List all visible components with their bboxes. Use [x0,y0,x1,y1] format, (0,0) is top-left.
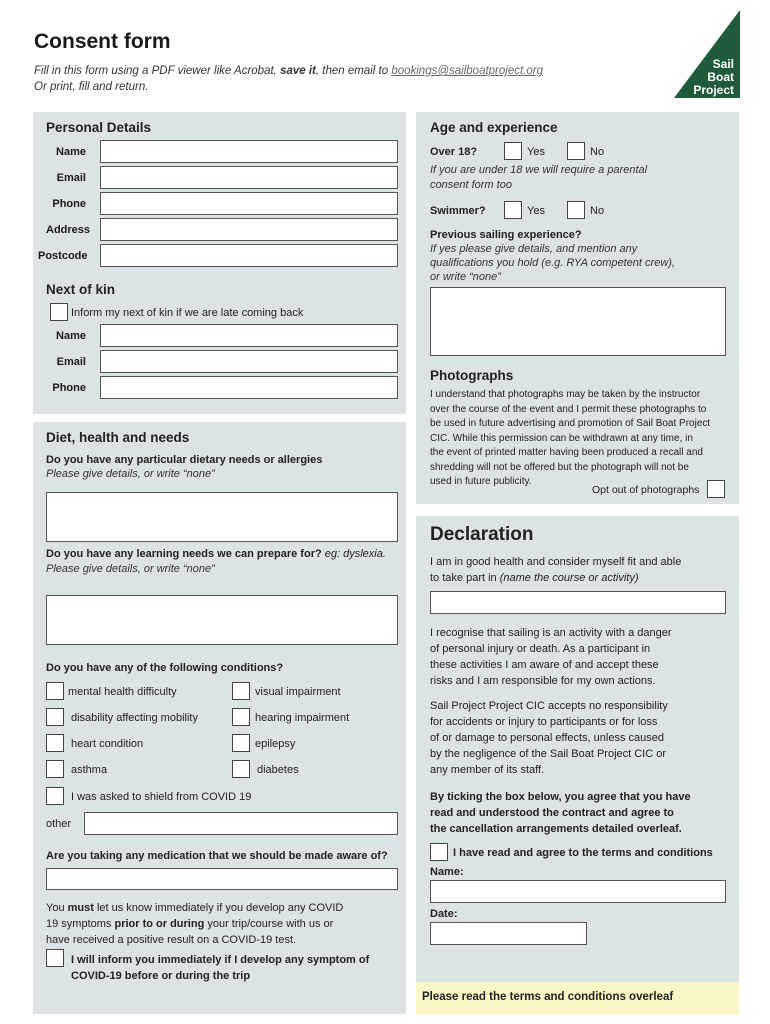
prev-note-1: If yes please give details, and mention any [430,243,638,255]
condition-heart-label: heart condition [71,738,144,750]
decl-p3-line1: Sail Project Project CIC accepts no responsibility [430,700,668,712]
dietary-textarea[interactable] [46,492,398,542]
kin-email-label: Email [56,356,86,368]
declaration-p4 [430,789,691,837]
kin-name-input[interactable] [100,324,398,347]
covid-shield-checkbox[interactable] [46,787,64,805]
prev-note-2: qualifications you hold (e.g. RYA competent crew), [430,257,675,269]
covid-1a: You [46,902,68,914]
condition-epilepsy-label: epilepsy [255,738,296,750]
covid-2b: prior to or during [114,918,205,930]
intro-line2: Or print, fill and return. [34,81,149,93]
name-label: Name [56,146,86,158]
condition-asthma-checkbox[interactable] [46,760,64,778]
prev-experience-label: Previous sailing experience? [430,229,582,241]
decl-p1-2a: to take part in [430,572,500,584]
intro-bold: save it [280,65,316,77]
decl-p2-line3: these activities I am aware of and accept these [430,659,659,671]
name-input[interactable] [100,140,398,163]
photo-line-7: used in future publicity. [430,476,532,487]
decl-p1-2b: (name the course or activity) [499,572,639,584]
diet-heading: Diet, health and needs [46,430,190,445]
inform-kin-checkbox[interactable] [50,303,68,321]
decl-p2-line1: I recognise that sailing is an activity with a danger [430,627,672,639]
under18-note [430,163,647,193]
under18-note-1: If you are under 18 we will require a parental [430,164,648,176]
photo-line-6: shredding will not be offered but the photograph will not be [430,461,689,473]
covid-inform-checkbox[interactable] [46,949,64,967]
condition-mobility-label: disability affecting mobility [71,712,198,724]
personal-details-panel [33,112,406,414]
decl-p1-line1: I am in good health and consider myself fit and able [430,556,682,568]
prev-experience-note [430,242,675,284]
decl-p2-line2: of personal injury or death. As a participant in [430,643,651,655]
phone-input[interactable] [100,192,398,215]
over18-yes-checkbox[interactable] [504,142,522,160]
email-label: Email [56,172,86,184]
logo-line-3: Project [693,83,734,97]
photo-line-5: the event of printed matter having been produced a recall and [430,447,703,458]
declaration-date-input[interactable] [430,922,587,945]
personal-heading: Personal Details [46,120,152,135]
intro-text [34,63,654,95]
course-name-input[interactable] [430,591,726,614]
kin-name-label: Name [56,330,86,342]
learning-question-text: Do you have any learning needs we can prepare for? [46,548,322,560]
kin-phone-label: Phone [52,382,86,394]
learning-question [46,548,386,560]
condition-diabetes-checkbox[interactable] [232,760,250,778]
email-input[interactable] [100,166,398,189]
terms-footer-text: Please read the terms and conditions overleaf [422,991,674,1003]
declaration-p3 [430,698,668,778]
other-label: other [46,818,72,830]
kin-heading: Next of kin [46,282,116,297]
decl-p3-line4: by the negligence of the Sail Boat Project CIC or [430,748,667,760]
condition-hearing-label: hearing impairment [255,712,350,724]
opt-out-label: Opt out of photographs [592,484,700,496]
address-label: Address [46,224,91,236]
postcode-input[interactable] [100,244,398,267]
declaration-p1 [430,554,681,586]
intro-mid: , then email to [315,65,392,77]
swimmer-no-label: No [590,205,605,217]
condition-visual-checkbox[interactable] [232,682,250,700]
condition-hearing-checkbox[interactable] [232,708,250,726]
declaration-name-input[interactable] [430,880,726,903]
declaration-name-label: Name: [430,866,464,878]
decl-p3-line2: for accidents or injury to participants or for loss [430,716,658,728]
covid-notice-line-3: have received a positive result on a COVID-19 test. [46,934,297,946]
condition-mental-health-checkbox[interactable] [46,682,64,700]
agree-terms-checkbox[interactable] [430,843,448,861]
inform-kin-label: Inform my next of kin if we are late coming back [71,307,304,319]
learning-textarea[interactable] [46,595,398,645]
covid-inform-line-1: I will inform you immediately if I develop any symptom of [71,954,370,966]
covid-shield-label: I was asked to shield from COVID 19 [71,791,252,803]
under18-note-2: consent form too [430,179,512,191]
other-input[interactable] [84,812,398,835]
age-experience-panel [416,112,739,504]
covid-inform-label [71,952,369,984]
photo-line-1: I understand that photographs may be taken by the instructor [430,389,701,400]
photographs-heading: Photographs [430,368,514,383]
page-title: Consent form [34,30,171,53]
covid-1c: let us know immediately if you develop any COVID [93,902,344,914]
swimmer-yes-checkbox[interactable] [504,201,522,219]
covid-inform-line-2: COVID-19 before or during the trip [71,970,251,982]
swimmer-yes-label: Yes [527,205,545,217]
address-input[interactable] [100,218,398,241]
photo-line-3: be used in future advertising and promotion of Sail Boat Project [430,418,711,429]
postcode-label: Postcode [38,250,88,262]
agree-terms-label: I have read and agree to the terms and conditions [453,847,713,859]
swimmer-label: Swimmer? [430,205,486,217]
swimmer-no-checkbox[interactable] [567,201,585,219]
condition-heart-checkbox[interactable] [46,734,64,752]
terms-footer [416,982,739,1014]
logo [674,10,740,98]
decl-p4-line3: the cancellation arrangements detailed overleaf. [430,823,682,835]
decl-p1-line2 [430,570,681,586]
declaration-heading: Declaration [430,524,534,545]
covid-2c: your trip/course with us or [204,918,334,930]
decl-p4-line2: read and understood the contract and agree to [430,807,674,819]
declaration-panel [416,516,739,1014]
medication-question: Are you taking any medication that we should be made aware of? [46,850,388,862]
dietary-question: Do you have any particular dietary needs or allergies [46,454,323,466]
covid-notice-line-2 [46,916,401,932]
covid-1b: must [67,902,94,914]
condition-mental-health-label: mental health difficulty [68,686,177,698]
over18-label: Over 18? [430,146,478,158]
email-link[interactable]: bookings@sailboatproject.org [391,65,543,77]
logo-line-2: Boat [707,70,734,84]
diet-health-panel [33,422,406,1014]
intro-pre: Fill in this form using a PDF viewer like Acrobat, [34,65,281,77]
covid-notice-line-1 [46,900,401,916]
phone-label: Phone [52,198,86,210]
conditions-question: Do you have any of the following conditions? [46,662,284,674]
over18-no-checkbox[interactable] [567,142,585,160]
learning-eg: eg: dyslexia. [321,548,386,560]
decl-p2-line4: risks and I am responsible for my own actions. [430,675,656,687]
medication-input[interactable] [46,868,398,890]
condition-epilepsy-checkbox[interactable] [232,734,250,752]
decl-p3-line5: any member of its staff. [430,764,545,776]
photo-line-4: CIC. While this permission can be withdrawn at any time, in [430,432,693,444]
covid-2a: 19 symptoms [46,918,115,930]
photo-line-2: over the course of the event and I permit these photographs to [430,403,707,415]
condition-diabetes-label: diabetes [257,764,299,776]
over18-yes-label: Yes [527,146,545,158]
condition-visual-label: visual impairment [255,686,341,698]
over18-no-label: No [590,146,605,158]
decl-p4-line1: By ticking the box below, you agree that you have [430,791,691,803]
kin-email-input[interactable] [100,350,398,373]
condition-mobility-checkbox[interactable] [46,708,64,726]
prev-experience-textarea[interactable] [430,287,726,356]
photographs-text [430,388,730,490]
kin-phone-input[interactable] [100,376,398,399]
logo-line-1: Sail [712,57,734,71]
prev-note-3: or write “none” [430,271,501,283]
dietary-note: Please give details, or write “none” [46,468,215,480]
learning-note: Please give details, or write “none” [46,563,215,575]
declaration-p2 [430,625,672,689]
decl-p3-line3: of or damage to personal effects, unless caused [430,732,664,744]
condition-asthma-label: asthma [71,764,108,776]
covid-notice [46,900,401,948]
declaration-date-label: Date: [430,908,458,920]
opt-out-checkbox[interactable] [707,480,725,498]
age-heading: Age and experience [430,120,558,135]
